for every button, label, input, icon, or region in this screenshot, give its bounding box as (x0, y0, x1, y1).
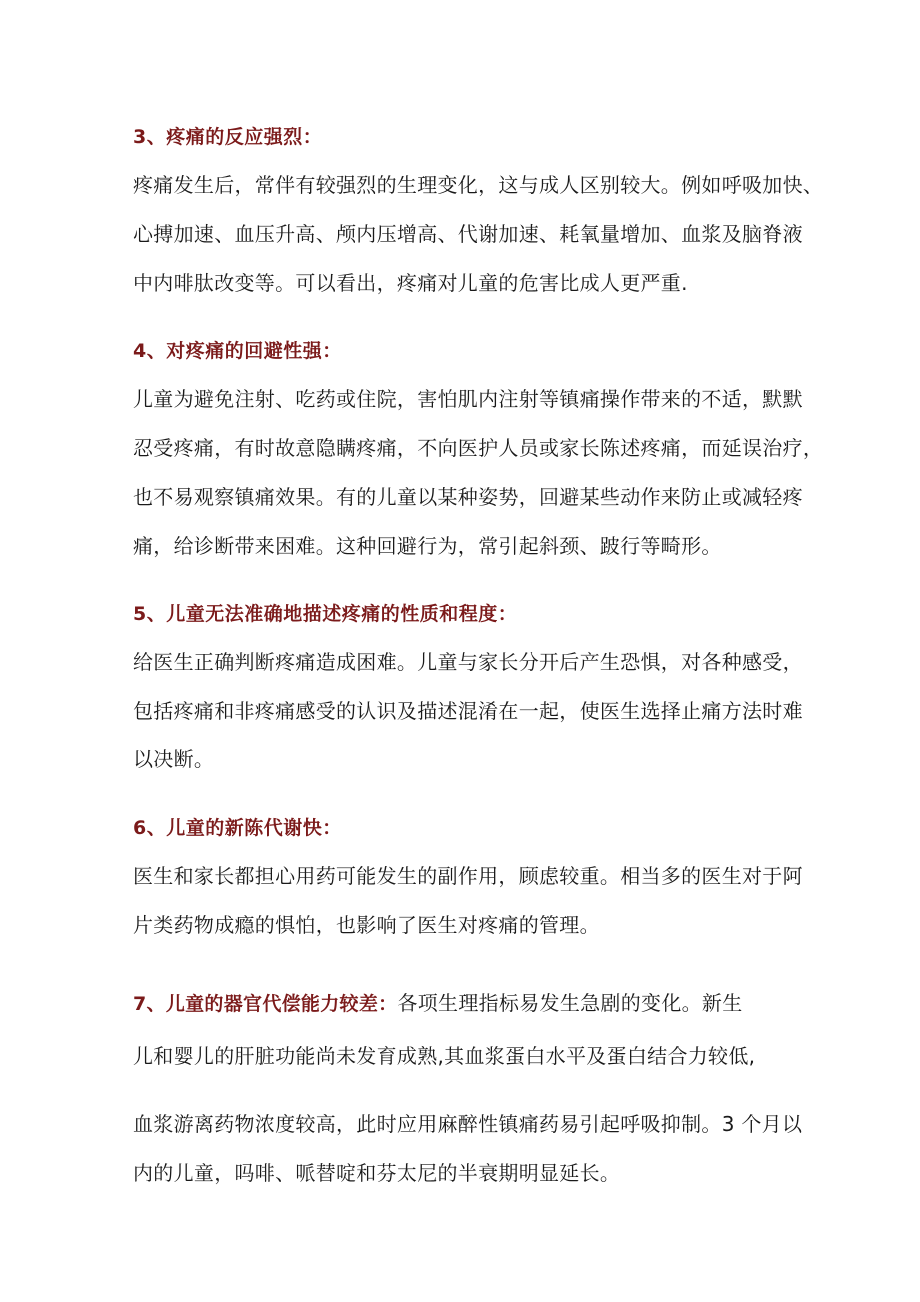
section-6-line-1: 医生和家长都担心用药可能发生的副作用，顾虑较重。相当多的医生对于阿 (133, 864, 803, 888)
section-6-heading: 6、儿童的新陈代谢快： (133, 817, 342, 839)
section-6-line-2: 片类药物成瘾的惧怕，也影响了医生对疼痛的管理。 (133, 913, 600, 937)
section-4-line-3: 也不易观察镇痛效果。有的儿童以某种姿势，回避某些动作来防止或减轻疼 (133, 485, 803, 509)
section-5-line-2: 包括疼痛和非疼痛感受的认识及描述混淆在一起，使医生选择止痛方法时难 (133, 699, 803, 723)
section-7-line-4: 内的儿童，吗啡、哌替啶和芬太尼的半衰期明显延长。 (133, 1161, 621, 1185)
section-4-line-1: 儿童为避免注射、吃药或住院，害怕肌内注射等镇痛操作带来的不适，默默 (133, 387, 803, 411)
section-5-line-3: 以决断。 (133, 747, 215, 771)
section-3-line-1: 疼痛发生后，常伴有较强烈的生理变化，这与成人区别较大。例如呼吸加快、 (133, 173, 824, 197)
section-7-heading: 7、儿童的器官代偿能力较差： (133, 993, 398, 1015)
section-7-first-line (133, 987, 743, 1016)
section-7-first-line-rest: 各项生理指标易发生急剧的变化。新生 (397, 991, 743, 1015)
section-4-line-4: 痛，给诊断带来困难。这种回避行为，常引起斜颈、跛行等畸形。 (133, 534, 722, 558)
section-3-line-2: 心搏加速、血压升高、颅内压增高、代谢加速、耗氧量增加、血浆及脑脊液 (133, 222, 803, 246)
section-3-heading: 3、疼痛的反应强烈： (133, 126, 323, 148)
section-3-line-3: 中内啡肽改变等。可以看出，疼痛对儿童的危害比成人更严重. (133, 271, 688, 295)
section-7-line-3: 血浆游离药物浓度较高，此时应用麻醉性镇痛药易引起呼吸抑制。3 个月以 (133, 1112, 803, 1136)
section-4-heading: 4、对疼痛的回避性强： (133, 340, 342, 362)
section-7-line-2: 儿和婴儿的肝脏功能尚未发育成熟,其血浆蛋白水平及蛋白结合力较低, (133, 1044, 756, 1068)
section-4-line-2: 忍受疼痛，有时故意隐瞒疼痛，不向医护人员或家长陈述疼痛，而延误治疗， (133, 436, 824, 460)
section-5-line-1: 给医生正确判断疼痛造成困难。儿童与家长分开后产生恐惧，对各种感受， (133, 650, 803, 674)
section-5-heading: 5、儿童无法准确地描述疼痛的性质和程度： (133, 603, 518, 625)
